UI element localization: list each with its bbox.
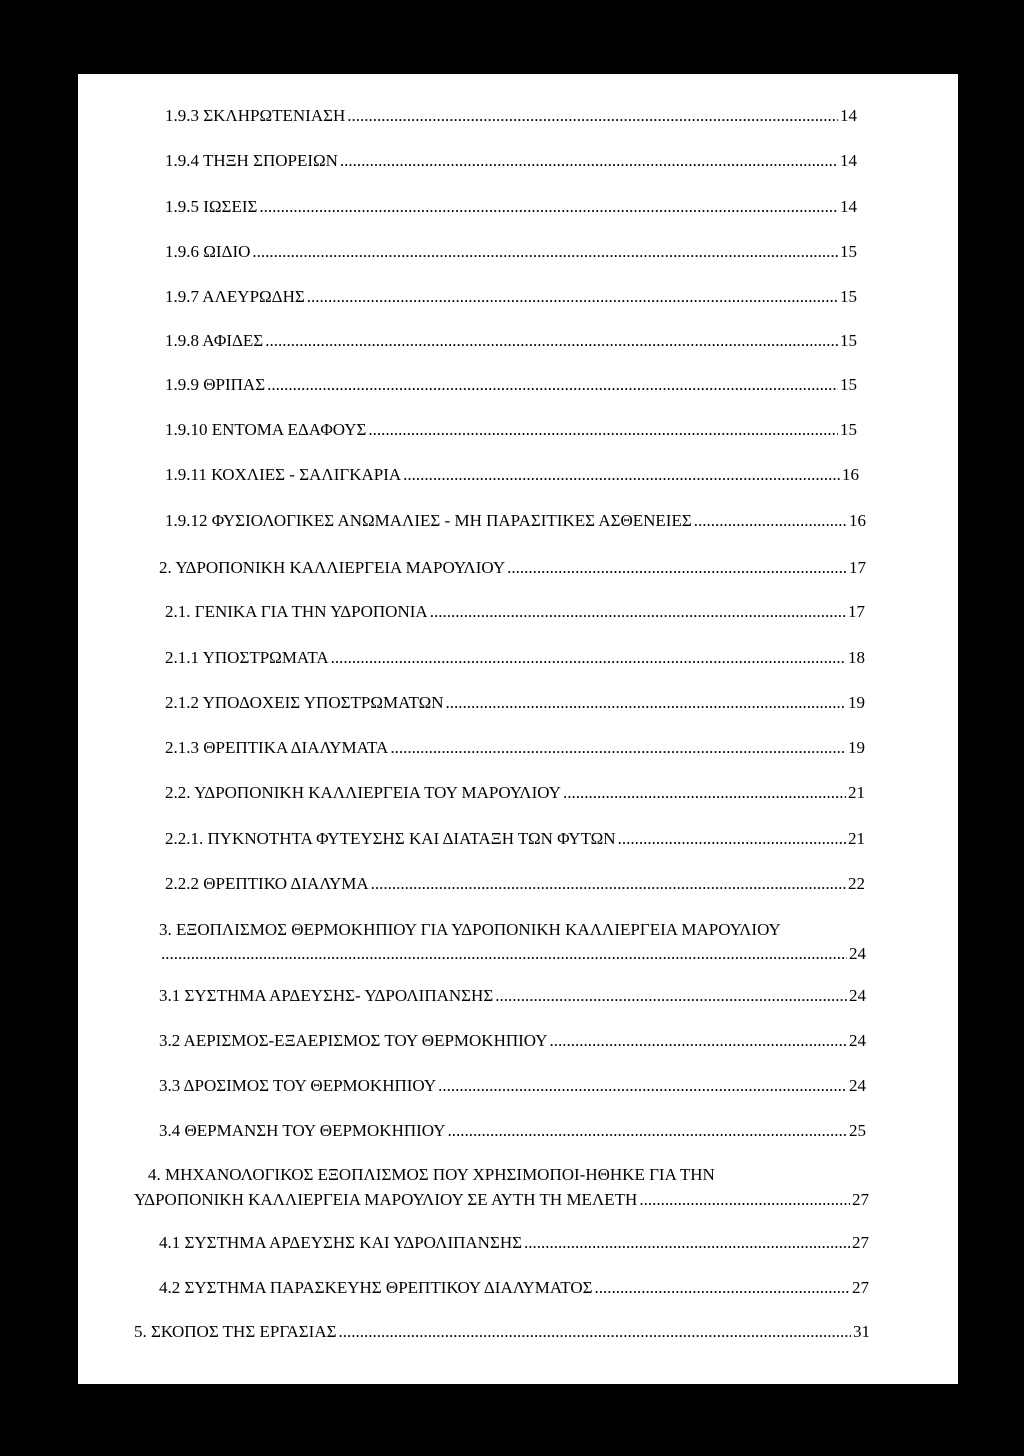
toc-entry-label: 2. ΥΔΡΟΠΟΝΙΚΗ ΚΑΛΛΙΕΡΓΕΙΑ ΜΑΡΟΥΛΙΟΥ [159, 558, 506, 577]
toc-entry[interactable] [159, 944, 866, 964]
toc-entry-label: 2.2.1. ΠΥΚΝΟΤΗΤΑ ΦΥΤΕΥΣΗΣ ΚΑΙ ΔΙΑΤΑΞΗ ΤΩΝ ΦΥΤΩΝ [165, 829, 616, 848]
toc-entry-label: 3. ΕΞΟΠΛΙΣΜΟΣ ΘΕΡΜΟΚΗΠΙΟΥ ΓΙΑ ΥΔΡΟΠΟΝΙΚΗ ΚΑΛΛΙΕΡΓΕΙΑ ΜΑΡΟΥΛΙΟΥ [159, 920, 781, 939]
toc-page-number: 17 [848, 602, 865, 621]
toc-entry-label: 4.2 ΣΥΣΤΗΜΑ ΠΑΡΑΣΚΕΥΗΣ ΘΡΕΠΤΙΚΟΥ ΔΙΑΛΥΜΑΤΟΣ [159, 1278, 593, 1297]
toc-page-number: 16 [842, 465, 859, 484]
toc-leader-dots [694, 511, 847, 531]
toc-leader-dots [430, 602, 846, 622]
toc-entry[interactable] [159, 1233, 869, 1253]
toc-leader-dots [445, 693, 846, 713]
toc-page-number: 16 [849, 511, 866, 530]
toc-entry[interactable] [134, 1190, 869, 1210]
toc-page-number: 25 [849, 1121, 866, 1140]
toc-page-number: 17 [849, 558, 866, 577]
toc-entry-label: 1.9.7 ΑΛΕΥΡΩΔΗΣ [165, 287, 305, 306]
toc-leader-dots [403, 465, 840, 485]
toc-entry[interactable] [159, 1121, 866, 1141]
toc-leader-dots [639, 1190, 850, 1210]
toc-entry-label: 3.1 ΣΥΣΤΗΜΑ ΑΡΔΕΥΣΗΣ- ΥΔΡΟΛΙΠΑΝΣΗΣ [159, 986, 494, 1005]
toc-page-number: 18 [848, 648, 865, 667]
toc-leader-dots [371, 874, 846, 894]
toc-entry-label: 3.2 ΑΕΡΙΣΜΟΣ-ΕΞΑΕΡΙΣΜΟΣ ΤΟΥ ΘΕΡΜΟΚΗΠΙΟΥ [159, 1031, 548, 1050]
toc-page-number: 15 [840, 242, 857, 261]
toc-page-number: 24 [849, 986, 866, 1005]
toc-page-number: 14 [840, 197, 857, 216]
toc-leader-dots [524, 1233, 850, 1253]
toc-entry-label: 1.9.5 ΙΩΣΕΙΣ [165, 197, 258, 216]
toc-leader-dots [368, 420, 838, 440]
toc-entry[interactable] [165, 197, 857, 217]
toc-entry[interactable] [165, 783, 865, 803]
toc-entry-label: 1.9.10 ΕΝΤΟΜΑ ΕΔΑΦΟΥΣ [165, 420, 367, 439]
toc-entry[interactable] [165, 511, 866, 531]
toc-page-number: 14 [840, 151, 857, 170]
toc-entry-label: 4.1 ΣΥΣΤΗΜΑ ΑΡΔΕΥΣΗΣ ΚΑΙ ΥΔΡΟΛΙΠΑΝΣΗΣ [159, 1233, 523, 1252]
toc-entry-label: 2.2.2 ΘΡΕΠΤΙΚΟ ΔΙΑΛΥΜΑ [165, 874, 369, 893]
toc-entry-label: 3.3 ΔΡΟΣΙΜΟΣ ΤΟΥ ΘΕΡΜΟΚΗΠΙΟΥ [159, 1076, 437, 1095]
toc-leader-dots [340, 151, 838, 171]
toc-leader-dots [267, 375, 838, 395]
toc-entry[interactable] [165, 874, 865, 894]
toc-entry[interactable] [165, 242, 857, 262]
toc-page-number: 24 [849, 944, 866, 963]
toc-entry[interactable] [165, 106, 857, 126]
toc-entry[interactable] [134, 1322, 870, 1342]
toc-entry[interactable] [159, 986, 866, 1006]
toc-leader-dots [595, 1278, 850, 1298]
toc-page-number: 24 [849, 1076, 866, 1095]
toc-entry[interactable] [165, 738, 865, 758]
toc-page-number: 27 [852, 1278, 869, 1297]
toc-entry[interactable] [165, 331, 857, 351]
toc-page-number: 15 [840, 375, 857, 394]
toc-entry[interactable] [159, 1031, 866, 1051]
toc-page-number: 14 [840, 106, 857, 125]
toc-entry-label: 2.1.1 ΥΠΟΣΤΡΩΜΑΤΑ [165, 648, 329, 667]
toc-leader-dots [259, 197, 838, 217]
toc-entry-heading[interactable] [148, 1165, 715, 1185]
toc-leader-dots [495, 986, 847, 1006]
toc-leader-dots [347, 106, 838, 126]
toc-leader-dots [339, 1322, 851, 1342]
toc-entry[interactable] [165, 287, 857, 307]
toc-leader-dots [438, 1076, 847, 1096]
toc-entry-label: 4. ΜΗΧΑΝΟΛΟΓΙΚΟΣ ΕΞΟΠΛΙΣΜΟΣ ΠΟΥ ΧΡΗΣΙΜΟΠΟΙ-ΗΘΗΚΕ ΓΙΑ ΤΗΝ [148, 1165, 715, 1184]
toc-leader-dots [618, 829, 846, 849]
toc-entry-label: 1.9.4 ΤΗΞΗ ΣΠΟΡΕΙΩΝ [165, 151, 338, 170]
toc-entry[interactable] [165, 829, 865, 849]
toc-entry-heading[interactable] [159, 920, 781, 940]
toc-entry[interactable] [165, 693, 865, 713]
toc-page-number: 15 [840, 287, 857, 306]
toc-leader-dots [390, 738, 846, 758]
toc-entry-label: 1.9.6 ΩΙΔΙΟ [165, 242, 251, 261]
toc-page-number: 31 [853, 1322, 870, 1341]
toc-page-number: 27 [852, 1190, 869, 1209]
toc-entry-label: 2.1.2 ΥΠΟΔΟΧΕΙΣ ΥΠΟΣΤΡΩΜΑΤΩΝ [165, 693, 444, 712]
toc-leader-dots [448, 1121, 847, 1141]
toc-entry[interactable] [165, 602, 865, 622]
toc-entry[interactable] [159, 558, 866, 578]
toc-entry-label: ΥΔΡΟΠΟΝΙΚΗ ΚΑΛΛΙΕΡΓΕΙΑ ΜΑΡΟΥΛΙΟΥ ΣΕ ΑΥΤΗ ΤΗ ΜΕΛΕΤΗ [134, 1190, 638, 1209]
toc-page-number: 21 [848, 829, 865, 848]
toc-entry[interactable] [165, 151, 857, 171]
toc-page-number: 15 [840, 420, 857, 439]
toc-page-number: 21 [848, 783, 865, 802]
toc-entry-label: 2.1.3 ΘΡΕΠΤΙΚΑ ΔΙΑΛΥΜΑΤΑ [165, 738, 389, 757]
toc-leader-dots [550, 1031, 847, 1051]
toc-leader-dots [252, 242, 838, 262]
toc-leader-dots [161, 944, 847, 964]
toc-page-number: 22 [848, 874, 865, 893]
toc-page-number: 24 [849, 1031, 866, 1050]
toc-leader-dots [563, 783, 846, 803]
document-page [78, 74, 958, 1384]
toc-page-number: 19 [848, 738, 865, 757]
toc-leader-dots [507, 558, 847, 578]
toc-leader-dots [331, 648, 846, 668]
toc-entry[interactable] [165, 465, 859, 485]
toc-entry-label: 1.9.12 ΦΥΣΙΟΛΟΓΙΚΕΣ ΑΝΩΜΑΛΙΕΣ - ΜΗ ΠΑΡΑΣΙΤΙΚΕΣ ΑΣΘΕΝΕΙΕΣ [165, 511, 692, 530]
toc-page-number: 15 [840, 331, 857, 350]
toc-page-number: 19 [848, 693, 865, 712]
toc-entry[interactable] [165, 420, 857, 440]
toc-entry[interactable] [159, 1278, 869, 1298]
toc-entry-label: 1.9.9 ΘΡΙΠΑΣ [165, 375, 266, 394]
toc-entry-label: 1.9.3 ΣΚΛΗΡΩΤΕΝΙΑΣΗ [165, 106, 346, 125]
toc-entry-label: 2.2. ΥΔΡΟΠΟΝΙΚΗ ΚΑΛΛΙΕΡΓΕΙΑ ΤΟΥ ΜΑΡΟΥΛΙΟΥ [165, 783, 561, 802]
toc-entry-label: 2.1. ΓΕΝΙΚΑ ΓΙΑ ΤΗΝ ΥΔΡΟΠΟΝΙΑ [165, 602, 428, 621]
toc-entry-label: 3.4 ΘΕΡΜΑΝΣΗ ΤΟΥ ΘΕΡΜΟΚΗΠΙΟΥ [159, 1121, 446, 1140]
toc-leader-dots [265, 331, 838, 351]
toc-leader-dots [307, 287, 838, 307]
toc-entry-label: 5. ΣΚΟΠΟΣ ΤΗΣ ΕΡΓΑΣΙΑΣ [134, 1322, 337, 1341]
toc-entry[interactable] [159, 1076, 866, 1096]
toc-entry-label: 1.9.8 ΑΦΙΔΕΣ [165, 331, 264, 350]
toc-entry[interactable] [165, 648, 865, 668]
toc-page-number: 27 [852, 1233, 869, 1252]
toc-entry[interactable] [165, 375, 857, 395]
toc-entry-label: 1.9.11 ΚΟΧΛΙΕΣ - ΣΑΛΙΓΚΑΡΙΑ [165, 465, 402, 484]
